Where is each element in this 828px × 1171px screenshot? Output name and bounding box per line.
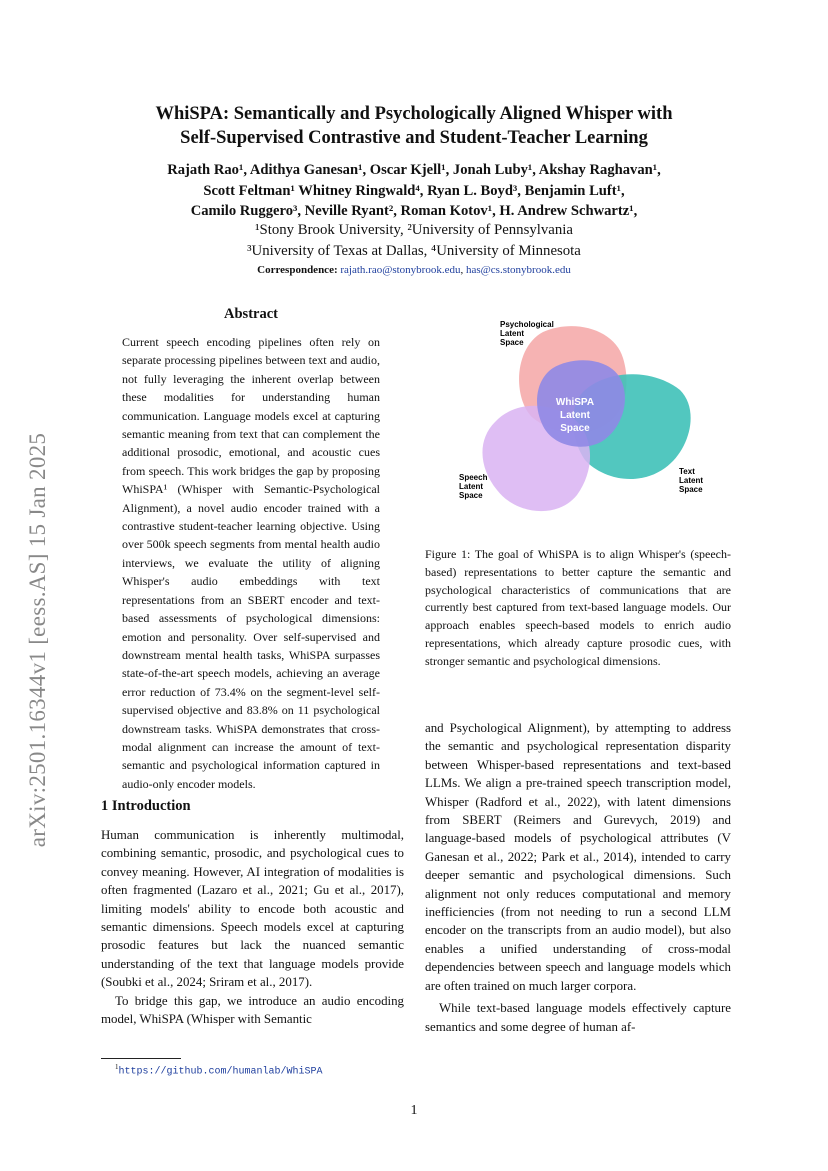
affiliations [60,220,768,261]
arxiv-id: arXiv:2501.16344v1 [eess.AS] 15 Jan 2025 [25,432,50,848]
affiliation-line-1: ¹Stony Brook University, ²University of Pennsylvania [255,222,573,238]
authors-line-3: Camilo Ruggero³, Neville Ryant², Roman Kotov¹, H. Andrew Schwartz¹, [190,203,638,219]
speech-label-3: Space [459,491,483,500]
title-line-1: WhiSPA: Semantically and Psychologically Aligned Whisper with [155,104,673,124]
abstract-heading: Abstract [224,306,278,322]
email-separator: , [460,264,466,276]
figure-1-venn [425,300,725,530]
arxiv-sidebar [8,380,68,900]
affiliation-line-2: ³University of Texas at Dallas, ⁴University of Minnesota [247,242,581,259]
right-paragraph-1: and Psychological Alignment), by attempting to address the semantic and psychological representation disparity between Whisper-based representations and text-based LLMs. We align a pre-trained speech transcription model, Whisper (Radford et al., 2022), with latent dimensions from SBERT (Reimers and Gurevych, 2019) and language-based models of psychological attributes (V Ganesan et al., 2022; Park et al., 2014), intended to carry deeper semantic and psychological dimensions. Such alignment not only reduces computational and memory inefficiencies (from not needing to run a second LLM encoder on the transcripts from an audio model), but also enables a unified understanding of cross-modal dependencies between speech and language models which are often trained on much larger corpora. [425,721,731,993]
footnote [115,1063,323,1077]
title-line-2: Self-Supervised Contrastive and Student-Teacher Learning [180,128,648,148]
text-label-1: Text [679,467,695,476]
email-link-2[interactable]: has@cs.stonybrook.edu [465,264,571,276]
page-number: 1 [410,1103,418,1118]
intro-paragraph-2: To bridge this gap, we introduce an audio encoding model, WhiSPA (Whisper with Semantic [101,993,404,1027]
footnote-rule [101,1058,181,1059]
psych-label-1: Psychological [500,320,554,329]
speech-label-2: Latent [459,482,483,491]
venn-diagram [425,300,725,530]
whispa-label-2: Latent [560,410,590,421]
speech-label-1: Speech [459,473,488,482]
footnote-mark: 1 [115,1063,119,1071]
authors-line-1: Rajath Rao¹, Adithya Ganesan¹, Oscar Kjell¹, Jonah Luby¹, Akshay Raghavan¹, [167,162,661,178]
correspondence-label: Correspondence: [257,264,338,276]
text-label-3: Space [679,485,703,494]
intro-paragraph-1: Human communication is inherently multimodal, combining semantic, prosodic, and psychological cues to convey meaning. However, AI integration of modalities is often fragmented (Lazaro et al., 2021; Gu et al., 2017), limiting models' ability to encode both acoustic and semantic dimensions. Speech models excel at capturing prosodic features but lack the nuanced semantic understanding of the text that language models provide (Soubki et al., 2024; Sriram et al., 2017). [101,828,404,990]
introduction-body [101,826,404,1028]
whispa-label-3: Space [560,423,590,434]
section-heading-introduction: 1 Introduction [101,798,191,814]
abstract-text: Current speech encoding pipelines often rely on separate processing pipelines between text and audio, not fully leveraging the inherent overlap between these modalities for understanding human communication. Language models excel at capturing semantic meaning from text that can complement the additional prosodic, emotional, and acoustic cues from speech. This work bridges the gap by proposing WhiSPA¹ (Whisper with Semantic-Psychological Alignment), a novel audio encoder trained with a contrastive student-teacher learning objective. Using over 500k speech segments from mental health audio interviews, we evaluate the utility of aligning Whisper's audio embeddings with text representations from an SBERT encoder and text-based assessments of psychological dimensions: emotion and personality. Over self-supervised and downstream mental health tasks, WhiSPA surpasses state-of-the-art speech models, achieving an average error reduction of 73.4% on the segment-level self-supervised objective and 83.8% on 11 psychological downstream tasks. WhiSPA demonstrates that cross-modal alignment can increase the amount of text-semantic and psychological information captured in audio-only encoder models. [122,335,380,791]
psych-label-3: Space [500,338,524,347]
author-list [60,160,768,222]
whispa-label-1: WhiSPA [555,397,595,408]
right-column-body [425,719,731,1036]
paper-title [60,102,768,150]
figure-1-caption: Figure 1: The goal of WhiSPA is to align Whisper's (speech-based) representations to better capture the semantic and psychological characteristics of communications that are currently best captured from text-based language models. Our approach enables speech-based models to enrich audio representations, which already capture prosodic cues, with stronger semantic and psychological dimensions. [425,547,731,668]
authors-line-2: Scott Feltman¹ Whitney Ringwald⁴, Ryan L. Boyd³, Benjamin Luft¹, [203,182,625,199]
correspondence [60,264,768,276]
text-label-2: Latent [679,476,703,485]
right-paragraph-2: While text-based language models effectively capture semantics and some degree of human af- [425,1001,731,1034]
psych-label-2: Latent [500,329,524,338]
footnote-url[interactable]: https://github.com/humanlab/WhiSPA [118,1066,323,1078]
email-link-1[interactable]: rajath.rao@stonybrook.edu [340,264,461,276]
